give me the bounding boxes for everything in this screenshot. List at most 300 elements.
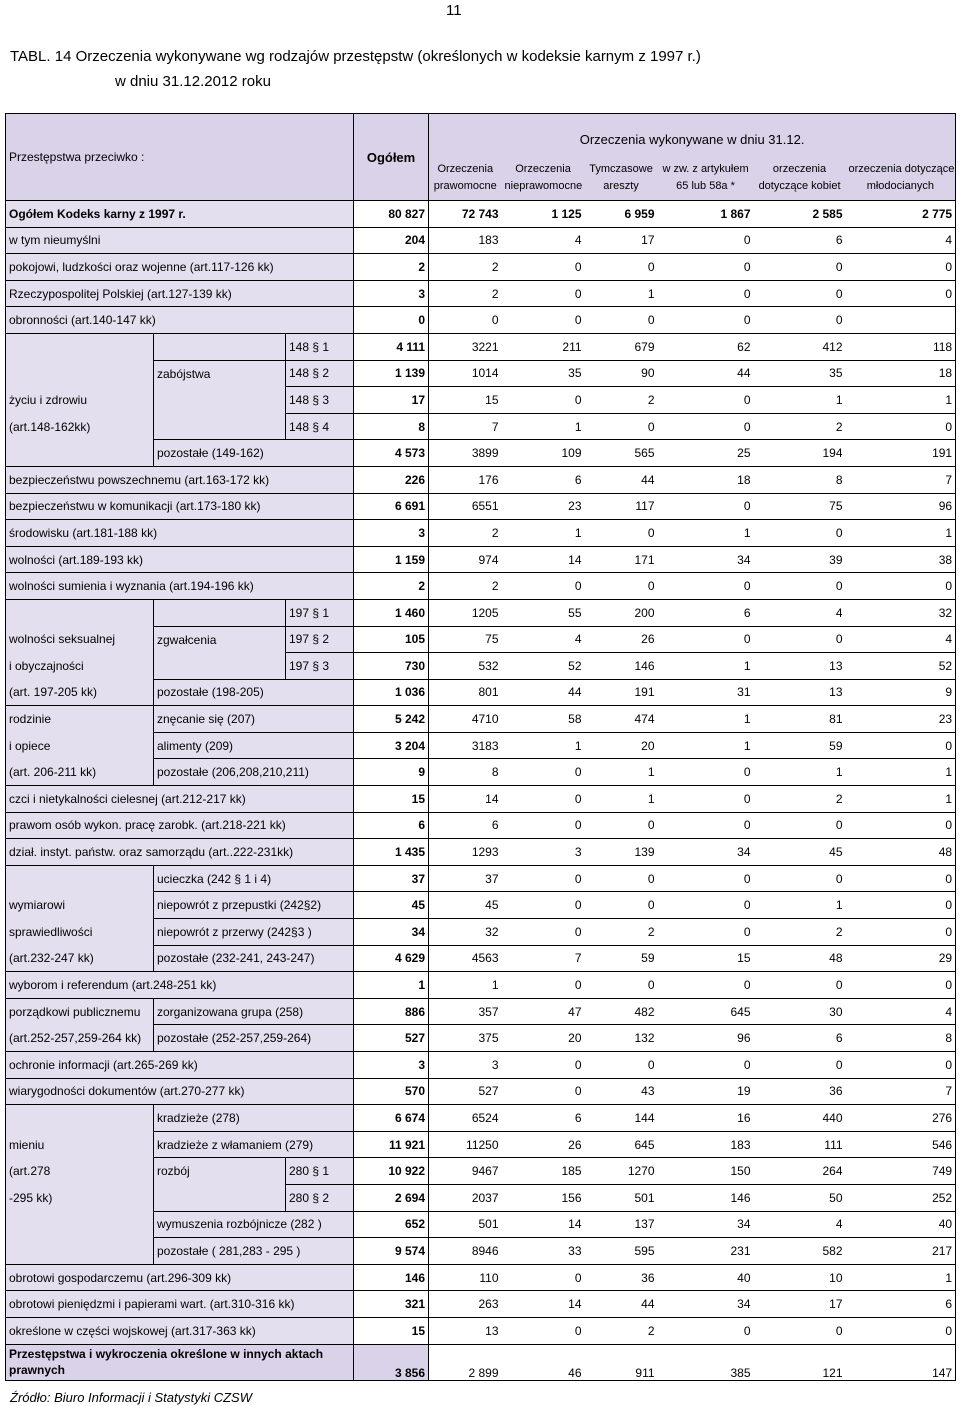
row-label [6,360,154,387]
row-label: Rzeczypospolitej Polskiej (art.127-139 kk) [6,280,354,307]
row-label: mieniu [6,1131,154,1158]
cell-art65: 19 [658,1078,754,1105]
cell-mlodociani: 8 [846,1025,956,1052]
cell-prawomocne: 37 [429,865,502,892]
cell-nieprawomocne: 14 [502,1291,585,1318]
cell-mlodociani: 0 [846,865,956,892]
row-label: prawom osób wykon. pracę zarobk. (art.218-221 kk) [6,812,354,839]
cell-areszty: 0 [585,413,658,440]
cell-mlodociani: 2 775 [846,201,956,228]
cell-areszty: 482 [585,998,658,1025]
cell-kobiety: 412 [754,333,846,360]
cell-art65: 34 [658,1211,754,1238]
cell-kobiety: 0 [754,1052,846,1079]
row-total: 321 [354,1291,429,1318]
cell-prawomocne: 263 [429,1291,502,1318]
row-label: (art. 197-205 kk) [6,679,154,706]
cell-kobiety: 0 [754,573,846,600]
cell-kobiety: 0 [754,865,846,892]
cell-nieprawomocne: 0 [502,759,585,786]
cell-areszty: 44 [585,466,658,493]
cell-art65: 1 [658,520,754,547]
row-total: 9 [354,759,429,786]
cell-areszty: 2 [585,387,658,414]
row-label [6,599,154,626]
table-row [6,679,956,706]
table-row [6,706,956,733]
table-title [10,44,701,94]
cell-mlodociani: 0 [846,280,956,307]
table-row [6,440,956,467]
cell-areszty: 43 [585,1078,658,1105]
cell-prawomocne: 6551 [429,493,502,520]
row-total: 2 [354,254,429,281]
cell-art65: 1 867 [658,201,754,228]
cell-nieprawomocne: 3 [502,839,585,866]
cell-kobiety: 35 [754,360,846,387]
cell-nieprawomocne: 14 [502,546,585,573]
row-total: 11 921 [354,1131,429,1158]
cell-art65: 0 [658,812,754,839]
table-row [6,546,956,573]
cell-areszty: 1270 [585,1158,658,1185]
cell-nieprawomocne: 1 [502,732,585,759]
row-label: wymiarowi [6,892,154,919]
row-label [6,333,154,360]
table-row [6,1291,956,1318]
cell-mlodociani: 749 [846,1158,956,1185]
cell-prawomocne: 13 [429,1317,502,1344]
row-total: 226 [354,466,429,493]
table-row [6,1264,956,1291]
cell-mlodociani: 1 [846,759,956,786]
row-total: 9 574 [354,1238,429,1265]
cell-nieprawomocne: 1 125 [502,201,585,228]
cell-kobiety: 39 [754,546,846,573]
cell-mlodociani: 0 [846,1317,956,1344]
cell-kobiety: 48 [754,945,846,972]
row-label [6,1211,154,1238]
row-total: 8 [354,413,429,440]
header-col-kobiety: orzeczenia dotyczące kobiet [754,157,846,201]
row-total: 3 [354,280,429,307]
row-sublabel: znęcanie się (207) [154,706,354,733]
cell-nieprawomocne: 185 [502,1158,585,1185]
row-article: 148 § 2 [286,360,354,387]
cell-kobiety: 264 [754,1158,846,1185]
row-sublabel: niepowrót z przepustki (242§2) [154,892,354,919]
row-total: 4 629 [354,945,429,972]
cell-art65: 0 [658,307,754,334]
cell-art65: 6 [658,599,754,626]
table-row [6,466,956,493]
cell-prawomocne: 14 [429,786,502,813]
row-total: 3 [354,1052,429,1079]
row-label: ochronie informacji (art.265-269 kk) [6,1052,354,1079]
row-total: 3 [354,520,429,547]
cell-kobiety: 4 [754,1211,846,1238]
cell-prawomocne: 8 [429,759,502,786]
cell-areszty: 0 [585,865,658,892]
row-article: 148 § 4 [286,413,354,440]
row-sublabel [154,1184,286,1211]
cell-value: 121 [754,1344,846,1380]
cell-nieprawomocne: 156 [502,1184,585,1211]
row-label: środowisku (art.181-188 kk) [6,520,354,547]
table-row [6,1052,956,1079]
cell-mlodociani: 118 [846,333,956,360]
row-sublabel [154,653,286,680]
table-row [6,1105,956,1132]
cell-prawomocne: 11250 [429,1131,502,1158]
cell-kobiety: 4 [754,599,846,626]
cell-value: 147 [846,1344,956,1380]
row-label: dział. instyt. państw. oraz samorządu (art..222-231kk) [6,839,354,866]
cell-kobiety: 36 [754,1078,846,1105]
table-row [6,520,956,547]
cell-mlodociani: 18 [846,360,956,387]
cell-prawomocne: 8946 [429,1238,502,1265]
table-row [6,919,956,946]
table-row [6,1078,956,1105]
cell-art65: 0 [658,413,754,440]
header-col-art65: w zw. z artykułem 65 lub 58a * [658,157,754,201]
cell-areszty: 2 [585,1317,658,1344]
cell-areszty: 200 [585,599,658,626]
cell-prawomocne: 6524 [429,1105,502,1132]
cell-nieprawomocne: 0 [502,280,585,307]
cell-art65: 96 [658,1025,754,1052]
cell-areszty: 139 [585,839,658,866]
cell-areszty: 137 [585,1211,658,1238]
cell-prawomocne: 2 [429,280,502,307]
row-total: 34 [354,919,429,946]
row-total: 4 111 [354,333,429,360]
data-table [5,113,956,1381]
row-total: 146 [354,1264,429,1291]
row-label: (art.278 [6,1158,154,1185]
cell-nieprawomocne: 0 [502,812,585,839]
title-line-1: TABL. 14 Orzeczenia wykonywane wg rodzajów przestępstw (określonych w kodeksie karnym z 1997 r.) [10,48,701,65]
title-line-2: w dniu 31.12.2012 roku [115,73,271,90]
table-row [6,599,956,626]
row-article: 148 § 1 [286,333,354,360]
table-row [6,413,956,440]
cell-nieprawomocne: 52 [502,653,585,680]
cell-areszty: 1 [585,759,658,786]
row-sublabel: rozbój [154,1158,286,1185]
cell-prawomocne: 2037 [429,1184,502,1211]
cell-mlodociani: 29 [846,945,956,972]
cell-art65: 34 [658,546,754,573]
cell-areszty: 595 [585,1238,658,1265]
cell-kobiety: 0 [754,972,846,999]
cell-areszty: 171 [585,546,658,573]
header-col-prawomocne: Orzeczenia prawomocne [429,157,502,201]
cell-mlodociani: 7 [846,1078,956,1105]
row-label: pokojowi, ludzkości oraz wojenne (art.117-126 kk) [6,254,354,281]
header-col-mlodociani: orzeczenia dotyczące młodocianych [846,157,956,201]
row-total: 6 674 [354,1105,429,1132]
row-sublabel: niepowrót z przerwy (242§3 ) [154,919,354,946]
row-sublabel: kradzieże (278) [154,1105,354,1132]
cell-mlodociani: 40 [846,1211,956,1238]
cell-art65: 25 [658,440,754,467]
table-row [6,892,956,919]
row-total: 17 [354,387,429,414]
row-sublabel [154,333,286,360]
row-label [6,865,154,892]
cell-art65: 150 [658,1158,754,1185]
row-total: 15 [354,1317,429,1344]
cell-mlodociani: 6 [846,1291,956,1318]
cell-prawomocne: 4710 [429,706,502,733]
row-label [6,1238,154,1265]
cell-kobiety: 0 [754,1317,846,1344]
row-total: 1 460 [354,599,429,626]
row-label: bezpieczeństwu powszechnemu (art.163-172 kk) [6,466,354,493]
cell-areszty: 501 [585,1184,658,1211]
cell-prawomocne: 1293 [429,839,502,866]
row-article: 197 § 1 [286,599,354,626]
row-label: wolności (art.189-193 kk) [6,546,354,573]
row-total: 3 856 [354,1344,429,1380]
cell-kobiety: 6 [754,227,846,254]
cell-mlodociani: 0 [846,919,956,946]
cell-nieprawomocne: 0 [502,307,585,334]
table-row [6,972,956,999]
cell-art65: 34 [658,839,754,866]
table-row [6,786,956,813]
cell-mlodociani: 4 [846,998,956,1025]
row-label: wiarygodności dokumentów (art.270-277 kk) [6,1078,354,1105]
cell-nieprawomocne: 109 [502,440,585,467]
cell-nieprawomocne: 0 [502,1317,585,1344]
cell-mlodociani: 0 [846,573,956,600]
cell-art65: 18 [658,466,754,493]
cell-mlodociani: 0 [846,1052,956,1079]
cell-prawomocne: 45 [429,892,502,919]
row-label: porządkowi publicznemu [6,998,154,1025]
cell-areszty: 90 [585,360,658,387]
table-row [6,1238,956,1265]
cell-nieprawomocne: 58 [502,706,585,733]
cell-kobiety: 10 [754,1264,846,1291]
cell-mlodociani: 0 [846,254,956,281]
cell-areszty: 0 [585,307,658,334]
row-total: 1 036 [354,679,429,706]
cell-areszty: 132 [585,1025,658,1052]
table-row-other-acts [6,1344,956,1380]
cell-art65: 31 [658,679,754,706]
cell-mlodociani: 38 [846,546,956,573]
row-sublabel: pozostałe (232-241, 243-247) [154,945,354,972]
row-label: określone w części wojskowej (art.317-363 kk) [6,1317,354,1344]
cell-kobiety: 2 [754,786,846,813]
cell-mlodociani: 4 [846,227,956,254]
cell-areszty: 6 959 [585,201,658,228]
cell-nieprawomocne: 0 [502,254,585,281]
cell-nieprawomocne: 0 [502,387,585,414]
header-col-nieprawomocne: Orzeczenia nieprawomocne [502,157,585,201]
row-label: sprawiedliwości [6,919,154,946]
cell-art65: 62 [658,333,754,360]
cell-kobiety: 81 [754,706,846,733]
cell-prawomocne: 3183 [429,732,502,759]
cell-areszty: 44 [585,1291,658,1318]
cell-areszty: 191 [585,679,658,706]
cell-areszty: 2 [585,919,658,946]
cell-art65: 1 [658,653,754,680]
cell-kobiety: 50 [754,1184,846,1211]
row-total: 1 435 [354,839,429,866]
cell-areszty: 645 [585,1131,658,1158]
row-label: obrotowi pieniędzmi i papierami wart. (art.310-316 kk) [6,1291,354,1318]
table-row [6,759,956,786]
cell-kobiety: 194 [754,440,846,467]
cell-nieprawomocne: 6 [502,466,585,493]
cell-kobiety: 75 [754,493,846,520]
cell-prawomocne: 7 [429,413,502,440]
table-row [6,812,956,839]
row-total: 45 [354,892,429,919]
row-total: 5 242 [354,706,429,733]
cell-prawomocne: 2 [429,254,502,281]
cell-nieprawomocne: 1 [502,520,585,547]
cell-kobiety: 111 [754,1131,846,1158]
cell-prawomocne: 3 [429,1052,502,1079]
row-label [6,1105,154,1132]
cell-kobiety: 0 [754,812,846,839]
cell-value: 2 899 [429,1344,502,1380]
cell-art65: 0 [658,972,754,999]
cell-art65: 0 [658,227,754,254]
cell-mlodociani [846,307,956,334]
cell-art65: 645 [658,998,754,1025]
row-total: 6 [354,812,429,839]
row-article: 148 § 3 [286,387,354,414]
row-label [6,440,154,467]
cell-prawomocne: 357 [429,998,502,1025]
row-article: 280 § 2 [286,1184,354,1211]
cell-kobiety: 2 585 [754,201,846,228]
cell-nieprawomocne: 44 [502,679,585,706]
cell-areszty: 144 [585,1105,658,1132]
row-total: 1 139 [354,360,429,387]
cell-art65: 44 [658,360,754,387]
cell-kobiety: 440 [754,1105,846,1132]
header-przestepstwa: Przestępstwa przeciwko : [6,114,354,201]
row-sublabel [154,413,286,440]
cell-mlodociani: 32 [846,599,956,626]
cell-mlodociani: 52 [846,653,956,680]
table-row [6,653,956,680]
cell-areszty: 146 [585,653,658,680]
table-row [6,280,956,307]
cell-kobiety: 13 [754,653,846,680]
cell-areszty: 36 [585,1264,658,1291]
row-label: rodzinie [6,706,154,733]
cell-kobiety: 6 [754,1025,846,1052]
table-row [6,387,956,414]
cell-kobiety: 0 [754,520,846,547]
cell-nieprawomocne: 1 [502,413,585,440]
row-total: 652 [354,1211,429,1238]
cell-art65: 16 [658,1105,754,1132]
cell-prawomocne: 801 [429,679,502,706]
cell-prawomocne: 974 [429,546,502,573]
cell-prawomocne: 75 [429,626,502,653]
row-total: 80 827 [354,201,429,228]
table-row [6,201,956,228]
cell-mlodociani: 276 [846,1105,956,1132]
cell-mlodociani: 217 [846,1238,956,1265]
table-row [6,732,956,759]
cell-art65: 1 [658,706,754,733]
row-sublabel: pozostałe (252-257,259-264) [154,1025,354,1052]
cell-kobiety: 59 [754,732,846,759]
row-label: obronności (art.140-147 kk) [6,307,354,334]
table-row [6,865,956,892]
cell-prawomocne: 2 [429,520,502,547]
row-sublabel: zgwałcenia [154,626,286,653]
cell-nieprawomocne: 0 [502,1052,585,1079]
row-total: 2 [354,573,429,600]
row-total: 37 [354,865,429,892]
row-sublabel: pozostałe (149-162) [154,440,354,467]
cell-mlodociani: 7 [846,466,956,493]
cell-prawomocne: 176 [429,466,502,493]
cell-prawomocne: 15 [429,387,502,414]
cell-art65: 40 [658,1264,754,1291]
cell-areszty: 59 [585,945,658,972]
page-number: 11 [446,2,462,19]
cell-nieprawomocne: 47 [502,998,585,1025]
cell-kobiety: 17 [754,1291,846,1318]
cell-art65: 0 [658,1317,754,1344]
cell-prawomocne: 0 [429,307,502,334]
cell-kobiety: 1 [754,892,846,919]
cell-areszty: 0 [585,812,658,839]
cell-areszty: 0 [585,1052,658,1079]
cell-nieprawomocne: 211 [502,333,585,360]
table-row [6,626,956,653]
cell-kobiety: 582 [754,1238,846,1265]
cell-kobiety: 45 [754,839,846,866]
table-row [6,1317,956,1344]
cell-areszty: 1 [585,786,658,813]
cell-nieprawomocne: 0 [502,972,585,999]
row-total: 0 [354,307,429,334]
cell-mlodociani: 0 [846,972,956,999]
cell-value: 46 [502,1344,585,1380]
cell-mlodociani: 191 [846,440,956,467]
cell-art65: 0 [658,919,754,946]
cell-nieprawomocne: 0 [502,919,585,946]
row-sublabel: pozostałe ( 281,283 - 295 ) [154,1238,354,1265]
table-row [6,1184,956,1211]
cell-prawomocne: 72 743 [429,201,502,228]
row-total: 1 159 [354,546,429,573]
table-row [6,254,956,281]
cell-kobiety: 2 [754,413,846,440]
cell-nieprawomocne: 4 [502,626,585,653]
row-article: 197 § 2 [286,626,354,653]
cell-prawomocne: 9467 [429,1158,502,1185]
row-label: czci i nietykalności cielesnej (art.212-217 kk) [6,786,354,813]
cell-kobiety: 1 [754,387,846,414]
row-sublabel [154,387,286,414]
